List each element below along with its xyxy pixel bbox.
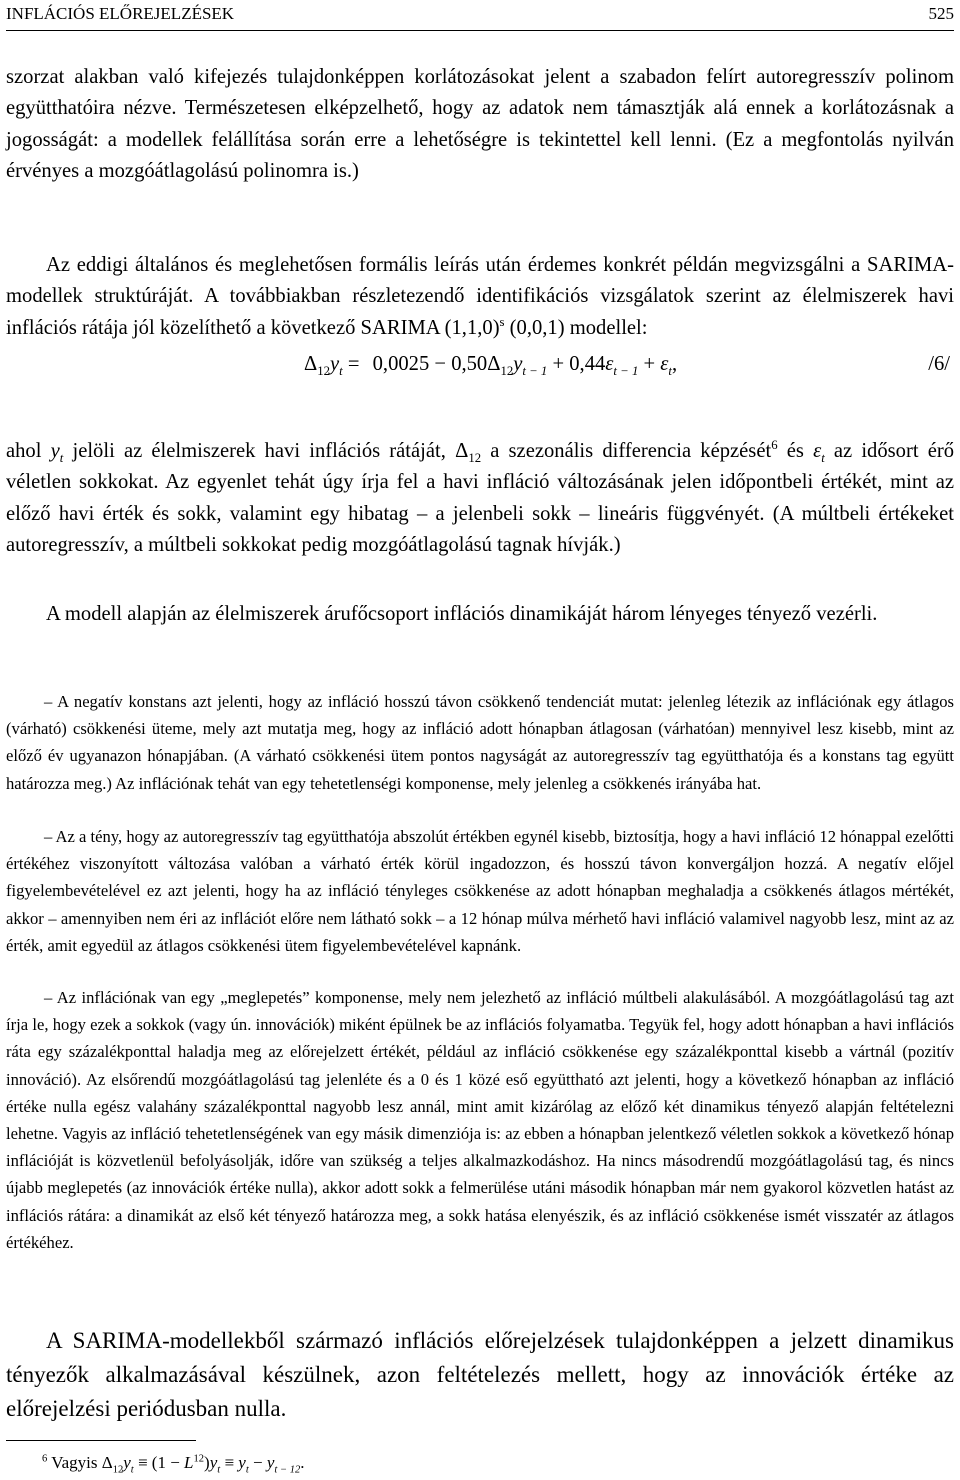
equation-number: /6/ — [928, 353, 950, 375]
equation-6 — [6, 348, 954, 380]
paragraph-2: Az eddigi általános és meglehetősen formális leírás után érdemes konkrét példán megvizsgálni a SARIMA-modellek struktúráját. A továbbiakban részletezendő identifikációs vizsgálatok szerint az élelmiszerek havi inflációs rátája jól közelíthető a következő SARIMA $(1,1,0)^s$ (0,0,1) modellel: — [6, 254, 954, 339]
running-header — [6, 4, 954, 28]
paragraph-4: A modell alapján az élelmiszerek árufőcsoport inflációs dinamikáját három lényeges tényező vezérli. — [46, 603, 878, 625]
factor-surprise: – Az inflációnak van egy „meglepetés” komponense, mely nem jelezhető az infláció múltbeli alakulásából. A mozgóátlagolású tag azt írja le, hogy ezek a sokkok (vagy ún. innovációk) miként épülnek be az inflációs folyamatba. Tegyük fel, hogy adott hónapban a havi inflációs ráta egy százalékponttal haladja meg az előrejelzett értékét, például az infláció csökkenése egy százalékponttal kisebb a vártnál (pozitív innováció). Az elsőrendű mozgóátlagolású tag jelenléte és a 0 és 1 közé eső együttható azt jelenti, hogy a következő hónapban az infláció értéke nulla egész valahány százalékponttal nagyobb lesz annál, mint amit kizárólag az előző két dinamikus tényező alapján feltételezni lehetne. Vagyis az infláció tehetetlenségének van egy másik dimenziója is: az ebben a hónapban jelentkező véletlen sokkok a következő hónap inflációját is közvetlenül befolyásolják, időre van szükség a teljes alkalmazkodáshoz. Ha nincs másodrendű mozgóátlagolású tag, és nincs újabb meglepetés (az innovációk értéke nulla), akkor adott sokk a felmerülése utáni második hónapban már nem gyakorol közvetlen hatást az inflációs rátára: a dinamikát az első két tényező határozza meg, a sokk hatása elenyészik, és az infláció csökkenése ismét visszatér az átlagos értékéhez. — [6, 988, 954, 1252]
header-rule — [6, 30, 954, 31]
seasonal-superscript: s — [499, 314, 505, 329]
running-title: INFLÁCIÓS ELŐREJELZÉSEK — [6, 4, 235, 23]
footnote-reference: 6 — [771, 438, 778, 453]
conclusion-paragraph: A SARIMA-modellekből származó inflációs előrejelzések tulajdonképpen a jelzett dinamikus tényezők alkalmazásával készülnek, azon feltételezés mellett, hogy az innovációk értéke az előrejelzési periódusban nulla. — [6, 1328, 954, 1421]
equation-body: $\Delta_{12}y_t = 0,0025 - 0,50\Delta_{12}y_{t - 1} + 0,44\varepsilon_{t - 1} + \varepsilon_t$, — [304, 353, 678, 379]
page-number: 525 — [928, 4, 954, 23]
footnote-6: $^6$ Vagyis $\Delta_{12}y_t \equiv (1 - L^{12})y_t \equiv y_t - y_{t - 12}$. — [42, 1453, 305, 1476]
paragraph-3: ahol $y_t$ jelöli az élelmiszerek havi inflációs rátáját, $\Delta_{12}$ a szezonális differencia képzését$^6$ és $\varepsilon_t$ az idősort érő véletlen sokkokat. Az egyenlet tehát úgy írja fel a havi infláció változásának jelen időpontbeli értékét, mint az előző havi érték és sokk, valamint egy hibatag – a jelenbeli sokk – lineáris függvényét. (A múltbeli értékeket autoregresszív, a múltbeli sokkokat pedig mozgóátlagolású tagnak hívják.) — [6, 438, 954, 556]
factor-constant: – A negatív konstans azt jelenti, hogy az infláció hosszú távon csökkenő tendenciát mutat: jelenleg létezik az inflációnak egy átlagos (várható) csökkenési üteme, mely azt mutatja meg, hogy az infláció adott hónapban átlagosan (várhatóan) mennyivel lesz kisebb, mint az előző év ugyanazon hónapjában. (A várható csökkenési ütem pontos nagyságát az autoregresszív tag együtthatója és a konstans tag együtt határozza meg.) Az inflációnak tehát van egy tehetetlenségi komponense, mely jelenleg a csökkenés irányába hat. — [6, 692, 954, 793]
factor-autoregressive: – Az a tény, hogy az autoregresszív tag együtthatója abszolút értékben egynél kisebb, biztosítja, hogy a havi infláció 12 hónappal ezelőtti értékéhez viszonyított változása valóban a várható érték körül ingadozzon, és hosszú távon konvergáljon hozzá. A negatív előjel figyelembevételével ez azt jelenti, hogy ha az infláció tényleges csökkenése az adott hónapban meghaladja a csökkenés átlagos mértékét, akkor – amennyiben nem éri az inflációt előre nem látható sokk – a 12 hónap múlva mérhető havi infláció valamivel nagyobb lesz, mint az az érték, amit egyedül az átlagos csökkenési ütem figyelembevételével kapnánk. — [6, 827, 954, 955]
footnote-rule — [6, 1440, 196, 1441]
paragraph-1: szorzat alakban való kifejezés tulajdonképpen korlátozásokat jelent a szabadon felírt autoregresszív polinom együtthatóira nézve. Természetesen elképzelhető, hogy az adatok nem támasztják alá ennek a korlátozásnak a jogosságát: a modellek felállítása során erre a lehetőségre is tekintettel kell lenni. (Ez a megfontolás nyilván érvényes a mozgóátlagolású polinomra is.) — [6, 66, 954, 182]
